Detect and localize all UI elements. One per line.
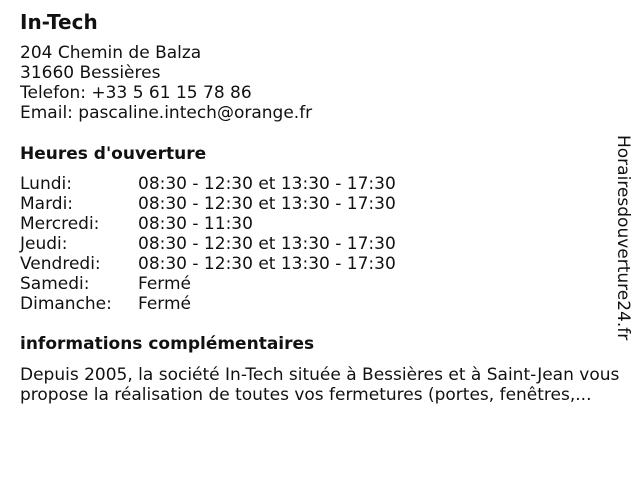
day-label: Mardi:: [20, 194, 74, 214]
site-watermark: Horairesdouverture24.fr: [613, 135, 633, 341]
address-street: 204 Chemin de Balza: [20, 43, 202, 63]
day-hours: 08:30 - 11:30: [138, 214, 253, 234]
day-hours: 08:30 - 12:30 et 13:30 - 17:30: [138, 234, 396, 254]
phone-number: Telefon: +33 5 61 15 78 86: [20, 83, 252, 103]
day-label: Jeudi:: [20, 234, 68, 254]
day-label: Mercredi:: [20, 214, 100, 234]
day-label: Samedi:: [20, 274, 90, 294]
day-label: Dimanche:: [20, 294, 112, 314]
day-hours: 08:30 - 12:30 et 13:30 - 17:30: [138, 254, 396, 274]
address-block: [20, 43, 312, 123]
business-name: In-Tech: [20, 10, 98, 34]
email-address: Email: pascaline.intech@orange.fr: [20, 103, 313, 123]
day-label: Lundi:: [20, 174, 72, 194]
day-hours: 08:30 - 12:30 et 13:30 - 17:30: [138, 174, 396, 194]
business-description: Depuis 2005, la société In-Tech située à Bessières et à Saint-Jean vous propose la réalisation de toutes vos fermetures (portes, fenêtres,...: [20, 365, 620, 405]
info-heading: informations complémentaires: [20, 334, 315, 354]
day-label: Vendredi:: [20, 254, 101, 274]
day-hours: Fermé: [138, 274, 192, 294]
day-hours: Fermé: [138, 294, 192, 314]
hours-heading: Heures d'ouverture: [20, 144, 207, 164]
day-hours: 08:30 - 12:30 et 13:30 - 17:30: [138, 194, 396, 214]
address-city: 31660 Bessières: [20, 63, 161, 83]
